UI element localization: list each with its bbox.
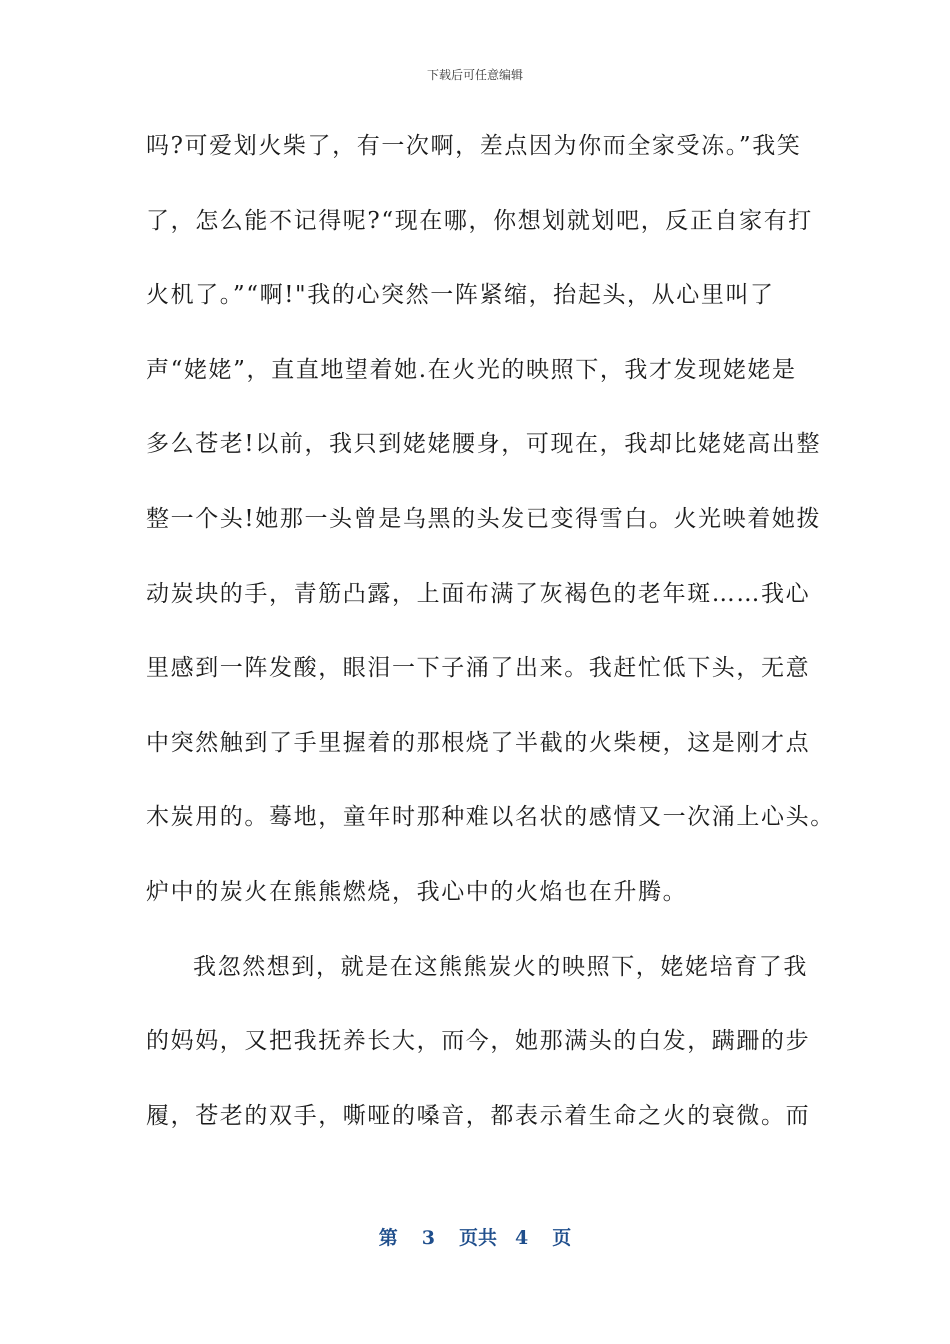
text-line: 的妈妈，又把我抚养长大，而今，她那满头的白发，蹒跚的步 (146, 1028, 811, 1055)
text-line: 木炭用的。蓦地，童年时那种难以名状的感情又一次涌上心头。 (146, 804, 835, 831)
page-suffix: 页 (552, 1227, 572, 1249)
text-line: 炉中的炭火在熊熊燃烧，我心中的火焰也在升腾。 (146, 878, 688, 905)
text-line: 里感到一阵发酸，眼泪一下子涌了出来。我赶忙低下头，无意 (146, 655, 811, 682)
text-line: 声“姥姥”，直直地望着她.在火光的映照下，我才发现姥姥是 (146, 356, 797, 383)
text-line: 多么苍老!以前，我只到姥姥腰身，可现在，我却比姥姥高出整 (146, 431, 822, 458)
paragraph-first-line: 我忽然想到，就是在这熊熊炭火的映照下，姥姥培育了我 (193, 953, 808, 980)
page-current: 3 (421, 1227, 435, 1249)
text-line: 中突然触到了手里握着的那根烧了半截的火柴梗，这是刚才点 (146, 729, 811, 756)
document-body (146, 118, 835, 1162)
text-line: 履，苍老的双手，嘶哑的嗓音，都表示着生命之火的衰微。而 (146, 1102, 811, 1129)
page-total: 4 (515, 1227, 529, 1249)
page-header-note: 下载后可任意编辑 (426, 68, 523, 82)
text-line: 动炭块的手，青筋凸露，上面布满了灰褐色的老年斑……我心 (146, 580, 811, 607)
page-prefix: 第 (378, 1227, 398, 1249)
text-line: 整一个头!她那一头曾是乌黑的头发已变得雪白。火光映着她拨 (146, 505, 822, 532)
text-line: 火机了。”“啊!"我的心突然一阵紧缩，抬起头，从心里叫了 (146, 282, 775, 309)
text-line: 了，怎么能不记得呢?“现在哪，你想划就划吧，反正自家有打 (146, 207, 813, 234)
page-number-footer (0, 1226, 950, 1250)
text-line: 吗?可爱划火柴了，有一次啊，差点因为你而全家受冻。”我笑 (146, 133, 802, 159)
page-middle: 页共 (458, 1227, 497, 1249)
